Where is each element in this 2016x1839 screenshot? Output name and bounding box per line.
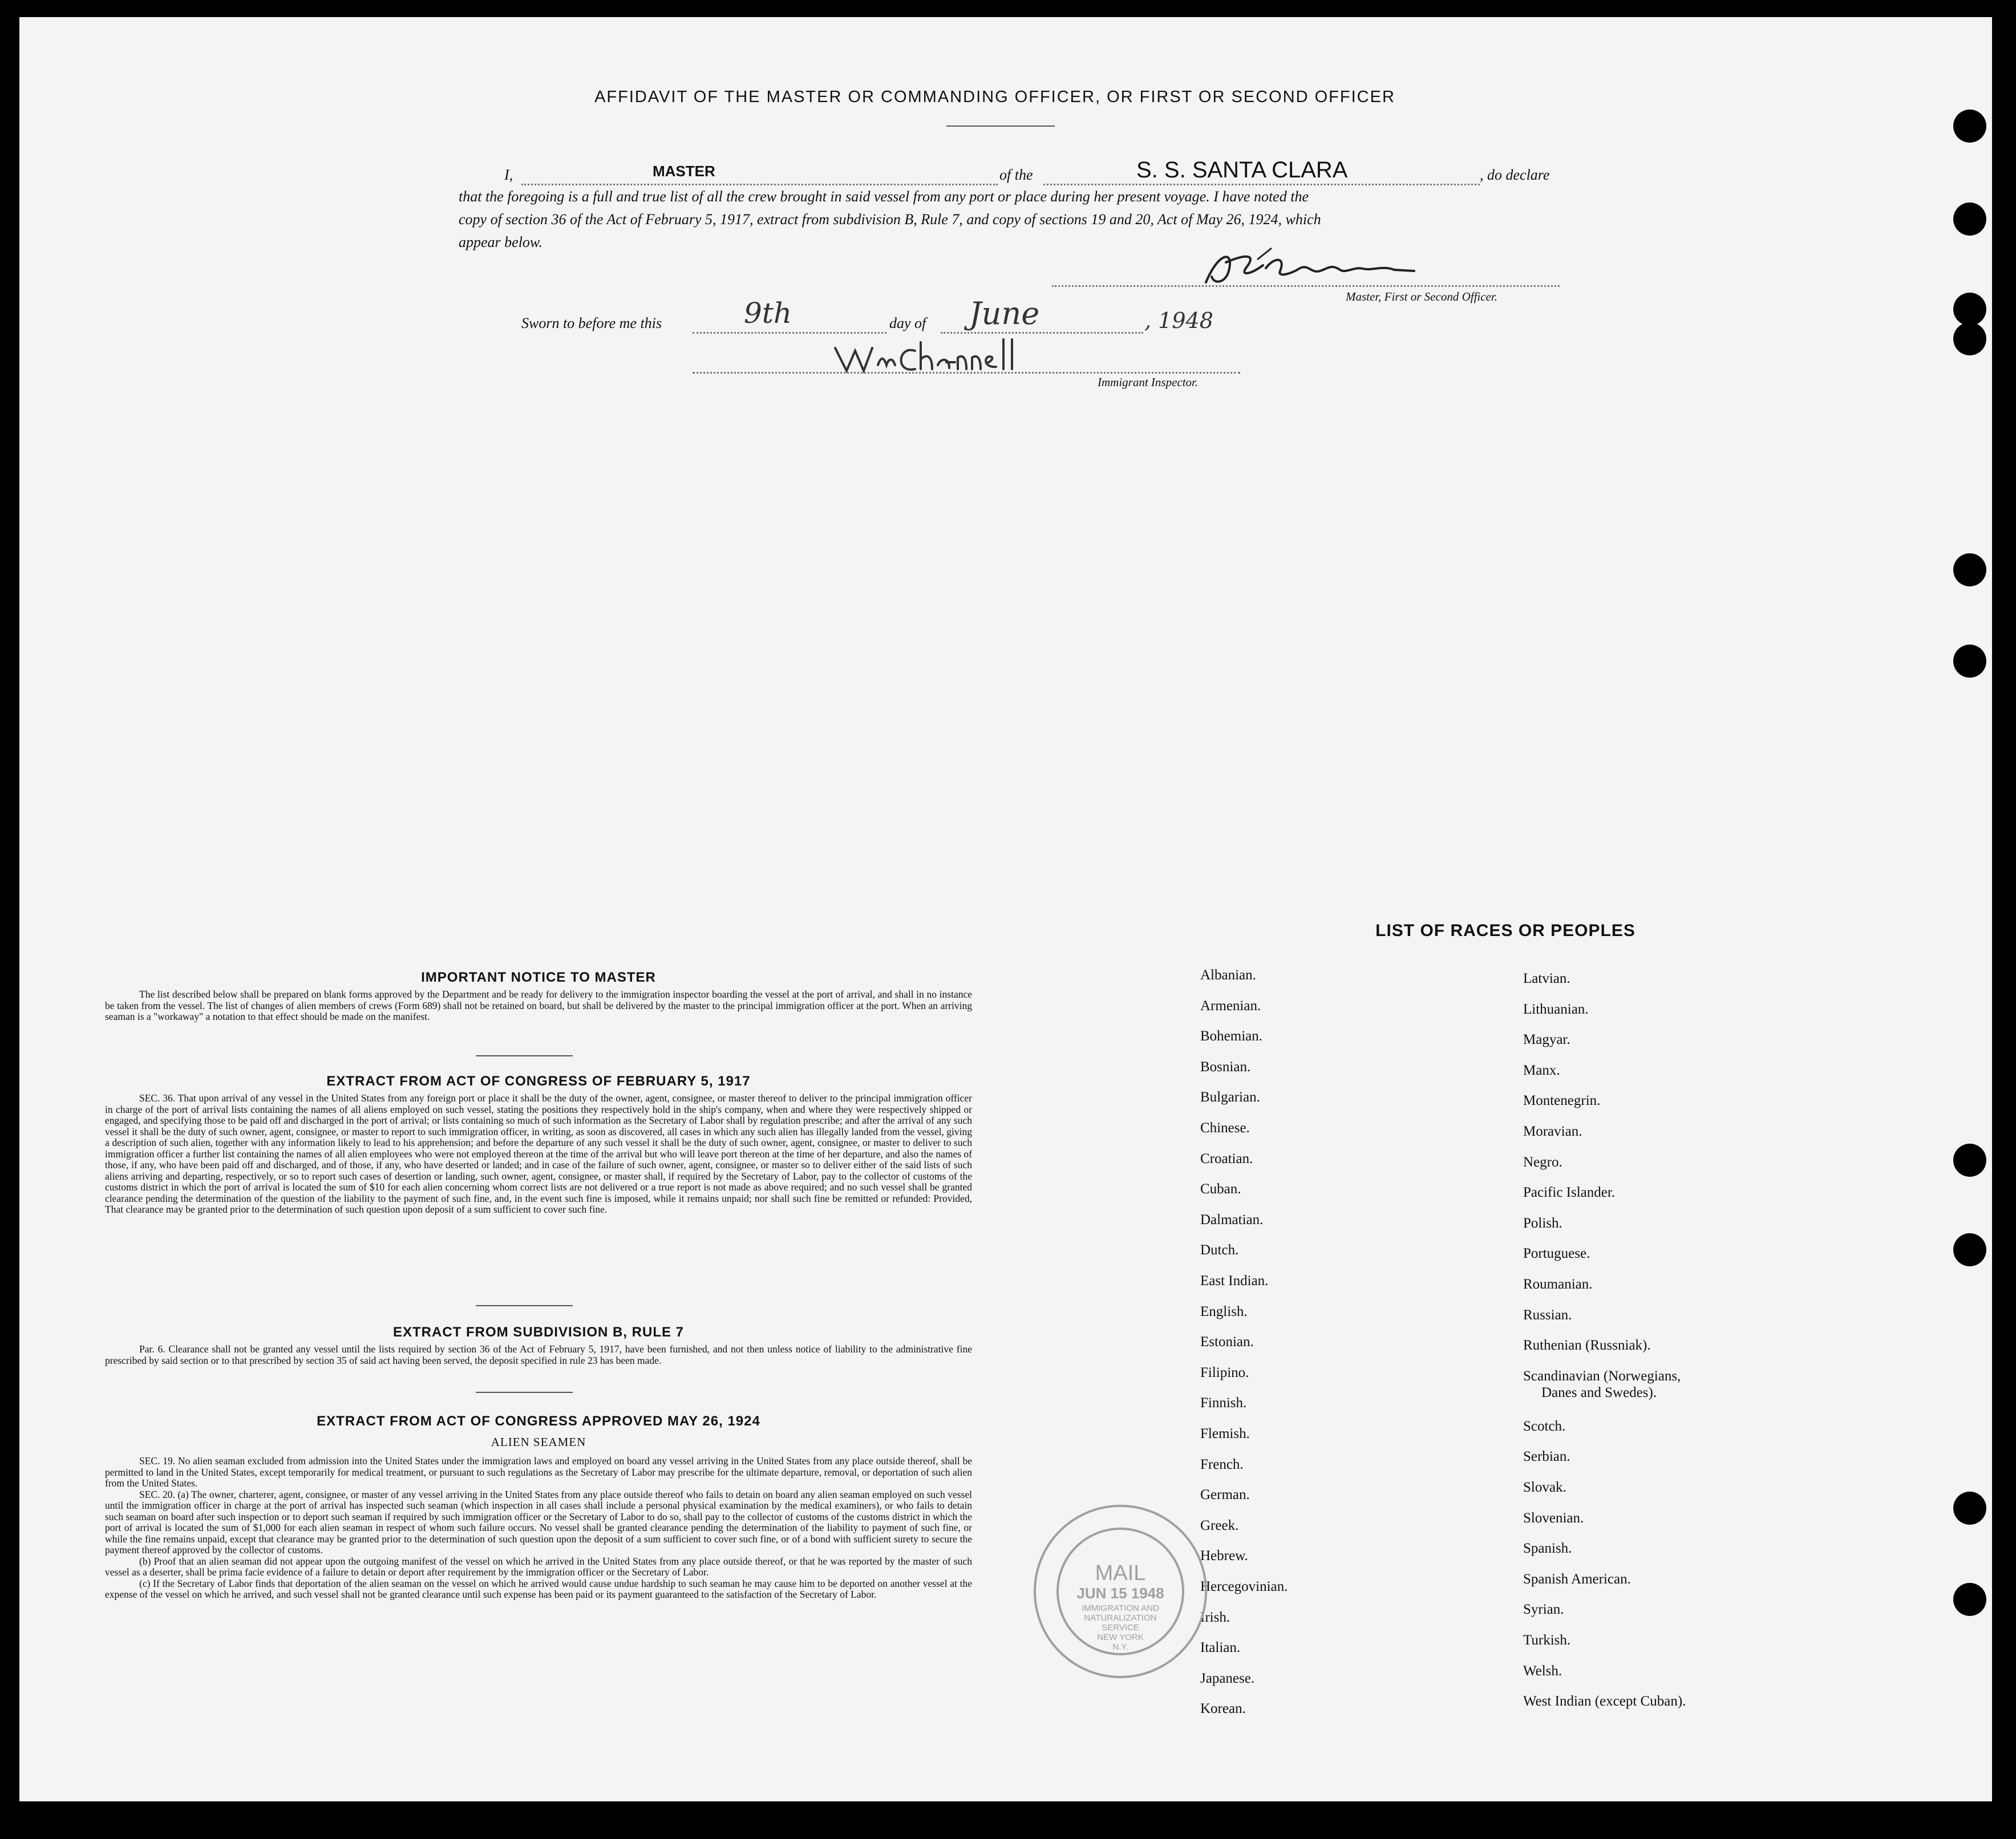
sworn-day: 9th	[744, 297, 792, 330]
race-left-item: Chinese.	[1200, 1120, 1250, 1136]
punch-hole	[1953, 1144, 1986, 1177]
race-left-item: Armenian.	[1200, 998, 1261, 1014]
extract-1917-text: SEC. 36. That upon arrival of any vessel in the United States from any foreign port or place it shall be the duty of the owner, agent, consignee, or master thereof to deliver to the principal immigration officer in charge of the port of arrival lists containing the names of all aliens employed on such vessel, stating the positions they respectively hold in the ship's company, when and where they were respectively shipped or engaged, and specifying those to be paid off and discharged in the port of arrival; or lists containing so much of such information as the Secretary of Labor shall by regulation prescribe; and after the arrival of any such vessel it shall be the duty of such owner, agent, consignee, or master to report to such immigration officer, in writing, as soon as discovered, all cases in which any such alien has illegally landed from the vessel, giving a description of such alien, together with any information likely to lead to his apprehension; and before the departure of any such vessel it shall be the duty of such owner, agent, consignee, or master to deliver to such immigration officer a further list containing the names of all alien employees who were not employed thereon at the time of the arrival but who will leave port thereon at the time of her departure, and also the names of those, if any, who have been paid off and discharged, and of those, if any, who have deserted or landed; and in case of the failure of such owner, agent, consignee, or master so to deliver either of the said lists of such aliens arriving and departing, respectively, or so to report such cases of desertion or landing, such owner, agent, consignee, or master shall, if required by the Secretary of Labor, pay to the collector of customs of the customs district in which the port of arrival is located the sum of $10 for each alien concerning whom correct lists are not delivered or a true report is not made as above required; and no such vessel shall be granted clearance pending the determination of the question of the liability to the payment of such fine, and, in the event such fine is imposed, while it remains unpaid; nor shall such fine be remitted or refunded: Provided, That clearance may be granted prior to the determination of such question upon deposit of a sum sufficient to cover such fine.	[105, 1092, 972, 1215]
race-left-item: Flemish.	[1200, 1426, 1250, 1441]
race-right-item: West Indian (except Cuban).	[1523, 1694, 1686, 1709]
race-right-item: Moravian.	[1523, 1124, 1582, 1139]
race-right-item: Scotch.	[1523, 1419, 1566, 1434]
stamp-line-5: SERVICE	[1102, 1623, 1139, 1633]
alien-seamen-subtitle: ALIEN SEAMEN	[491, 1435, 586, 1449]
race-right-item: Slovenian.	[1523, 1510, 1584, 1526]
rule-7-title: EXTRACT FROM SUBDIVISION B, RULE 7	[392, 1324, 685, 1340]
race-right-item: Scandinavian (Norwegians,	[1523, 1368, 1681, 1384]
race-left-item: Hebrew.	[1200, 1548, 1248, 1563]
race-right-item: Lithuanian.	[1523, 1002, 1589, 1017]
race-right-item: Magyar.	[1523, 1032, 1570, 1047]
race-left-item: Croatian.	[1200, 1151, 1253, 1166]
race-right-item: Spanish.	[1523, 1541, 1572, 1556]
race-left-item: Japanese.	[1200, 1671, 1255, 1686]
race-right-item: Polish.	[1523, 1216, 1562, 1231]
race-right-item: Ruthenian (Russniak).	[1523, 1338, 1651, 1353]
race-right-item: Welsh.	[1523, 1663, 1562, 1679]
officer-field: MASTER	[653, 163, 715, 180]
sworn-month: June	[969, 295, 1040, 331]
race-left-item: Finnish.	[1200, 1395, 1247, 1411]
punch-hole	[1953, 202, 1986, 236]
race-left-item: Bosnian.	[1200, 1059, 1251, 1075]
title-divider	[946, 125, 1055, 127]
race-right-item: Roumanian.	[1523, 1277, 1593, 1292]
stamp-line-7: N.Y.	[1112, 1642, 1128, 1652]
punch-hole	[1953, 322, 1986, 355]
race-right-item: Negro.	[1523, 1155, 1562, 1170]
postmark-stamp	[1018, 1494, 1223, 1688]
race-left-item: East Indian.	[1200, 1273, 1269, 1289]
sworn-year: , 1948	[1144, 308, 1213, 333]
stamp-mail: MAIL	[1095, 1561, 1146, 1585]
punch-hole	[1953, 293, 1986, 326]
race-left-item: English.	[1200, 1304, 1248, 1319]
stamp-line-6: NEW YORK	[1097, 1633, 1144, 1642]
sec-20b-text: (b) Proof that an alien seaman did not appear upon the outgoing manifest of the vessel on which he arrived in the United States from any place outside thereof, or that he was reported by the master of such vessel as a deserter, shall be prima facie evidence of a failure to detain or deport after requirement by the immigration officer or the Secretary of Labor.	[105, 1555, 972, 1578]
punch-hole	[1953, 553, 1986, 586]
signature-caption: Master, First or Second Officer.	[1346, 290, 1497, 303]
extract-1917-title: EXTRACT FROM ACT OF CONGRESS OF FEBRUARY 5, 1917	[326, 1074, 751, 1089]
of-the-label: of the	[999, 167, 1033, 183]
affidavit-line-2: that the foregoing is a full and true list of all the crew brought in said vessel from any port or place during her present voyage. I have noted the	[459, 188, 1309, 205]
race-left-item: Dalmatian.	[1200, 1212, 1264, 1228]
punch-hole	[1953, 1233, 1986, 1266]
race-right-item: Spanish American.	[1523, 1571, 1631, 1587]
day-of-label: day of	[889, 315, 926, 331]
vessel-name: S. S. SANTA CLARA	[1136, 157, 1348, 183]
race-right-item: Syrian.	[1523, 1602, 1564, 1617]
race-right-item: Serbian.	[1523, 1449, 1570, 1464]
inspector-caption: Immigrant Inspector.	[1098, 375, 1199, 389]
affidavit-line-3: copy of section 36 of the Act of February 5, 1917, extract from subdivision B, Rule 7, and copy of sections 19 and 20, Act of May 26, 1924, which	[459, 211, 1321, 228]
race-left-item: Bohemian.	[1200, 1028, 1263, 1044]
race-right-item: Montenegrin.	[1523, 1093, 1601, 1108]
race-left-item: Filipino.	[1200, 1365, 1249, 1380]
race-left-item: Hercegovinian.	[1200, 1579, 1288, 1594]
race-right-item: Pacific Islander.	[1523, 1185, 1616, 1200]
race-right-item: Portuguese.	[1523, 1246, 1590, 1261]
races-title: LIST OF RACES OR PEOPLES	[1375, 921, 1636, 940]
notice-title: IMPORTANT NOTICE TO MASTER	[421, 970, 656, 985]
race-scandinavian-continuation: Danes and Swedes).	[1541, 1385, 1657, 1400]
race-right-item: Manx.	[1523, 1063, 1560, 1078]
affidavit-title: AFFIDAVIT OF THE MASTER OR COMMANDING OFFICER, OR FIRST OR SECOND OFFICER	[594, 88, 1395, 106]
race-left-item: Estonian.	[1200, 1334, 1254, 1350]
sec-19-text: SEC. 19. No alien seaman excluded from admission into the United States under the immigration laws and employed on board any vessel arriving in the United States from any place outside thereof, shall be permitted to land in the United States, except temporarily for medical treatment, or pursuant to such regulations as the Secretary of Labor may prescribe for the ultimate departure, removal, or deportation of such alien from the United States.	[105, 1455, 972, 1489]
do-declare-label: , do declare	[1480, 167, 1550, 183]
race-left-item: Cuban.	[1200, 1181, 1241, 1197]
sec-20a-text: SEC. 20. (a) The owner, charterer, agent, consignee, or master of any vessel arriving in the United States from any place outside thereof who fails to detain on board any alien seaman employed on such vessel until the immigration officer in charge at the port of arrival has inspected such seaman (which inspection in all cases shall include a personal physical examination by the medical examiners), or who fails to detain such seaman on board after such inspection or to deport such seaman if required by such immigration officer or the Secretary of Labor to do so, shall pay to the collector of customs of the customs district in which the port of arrival is located the sum of $1,000 for each alien seaman in respect of whom such failure occurs. No vessel shall be granted clearance pending the determination of the liability to payment of such fine, or while the fine remains unpaid, except that clearance may be granted prior to the determination of such question upon the deposit of a sum sufficient to cover such fine, or of a bond with sufficient surety to secure the payment thereof approved by the collector of customs.	[105, 1488, 972, 1556]
race-left-item: Albanian.	[1200, 967, 1256, 983]
affidavit-line-4: appear below.	[459, 234, 543, 250]
punch-hole	[1953, 1583, 1986, 1616]
sec-20c-text: (c) If the Secretary of Labor finds that deportation of the alien seaman on the vessel on which he arrived would cause undue hardship to such seaman he may cause him to be deported on another vessel at the expense of the vessel on which he arrived, and such vessel shall not be granted clearance until such expense has been paid or its payment guaranteed to the satisfaction of the Secretary of Labor.	[105, 1577, 972, 1600]
race-left-item: Korean.	[1200, 1701, 1246, 1716]
stamp-line-4: NATURALIZATION	[1084, 1613, 1157, 1623]
race-left-item: French.	[1200, 1457, 1244, 1472]
race-left-item: Dutch.	[1200, 1242, 1239, 1258]
race-left-item: Italian.	[1200, 1640, 1241, 1655]
document-page	[19, 17, 1992, 1801]
punch-hole	[1953, 1492, 1986, 1525]
extract-1924-body	[105, 1456, 972, 1601]
race-left-item: Greek.	[1200, 1518, 1239, 1533]
race-right-item: Slovak.	[1523, 1480, 1566, 1495]
inspector-signature	[829, 334, 1103, 379]
stamp-date: JUN 15 1948	[1076, 1585, 1164, 1602]
punch-hole	[1953, 110, 1986, 143]
race-left-item: Irish.	[1200, 1610, 1230, 1625]
race-right-item: Russian.	[1523, 1307, 1572, 1323]
sworn-label: Sworn to before me this	[521, 315, 662, 331]
master-signature	[1195, 242, 1428, 294]
affidavit-i: I,	[504, 167, 513, 183]
race-left-item: Bulgarian.	[1200, 1089, 1260, 1105]
stamp-line-3: IMMIGRATION AND	[1082, 1603, 1159, 1613]
race-right-item: Turkish.	[1523, 1633, 1571, 1648]
rule-7-text: Par. 6. Clearance shall not be granted any vessel until the lists required by section 36 of the Act of February 5, 1917, have been furnished, and not then unless notice of liability to the administrative fine prescribed by said section or to that prescribed by section 35 of said act having been served, the deposit specified in rule 23 has been made.	[105, 1343, 972, 1366]
punch-hole	[1953, 645, 1986, 678]
notice-text: The list described below shall be prepared on blank forms approved by the Department and be ready for delivery to the immigration inspector boarding the vessel at the port of arrival, and shall in no instance be taken from the vessel. The list of changes of alien members of crews (Form 689) shall not be retained on board, but shall be delivered by the master to the principal immigration officer at the port. When an arriving seaman is a "workaway" a notation to that effect should be made on the manifest.	[105, 989, 972, 1022]
race-left-item: German.	[1200, 1487, 1250, 1502]
extract-1924-title: EXTRACT FROM ACT OF CONGRESS APPROVED MAY 26, 1924	[317, 1413, 760, 1429]
race-right-item: Latvian.	[1523, 971, 1570, 986]
